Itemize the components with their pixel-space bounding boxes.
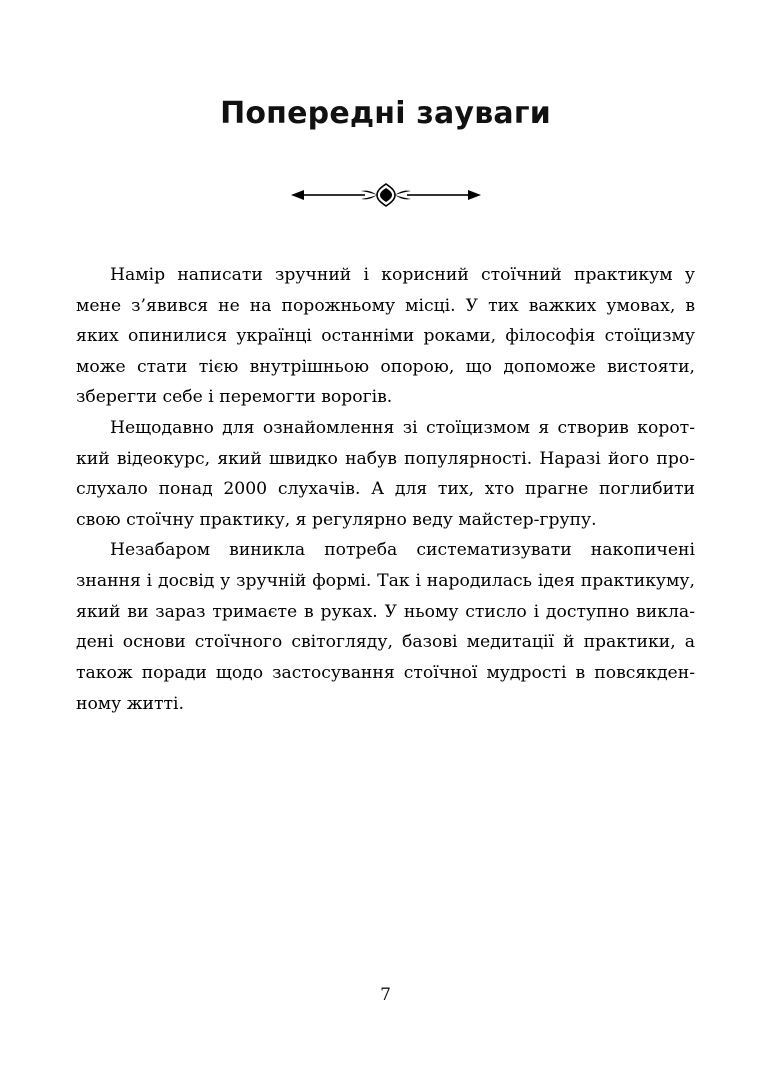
page-title: Попередні зауваги (220, 96, 551, 131)
paragraph: Намір написати зручний і корисний стоїчний практикум у мене з’явився не на порожньому місці. У тих важких умовах, в яких опинилися українці останніми роками, філософія стоїцизму може стати тією внутрішньою опорою, що допоможе вистояти, зберегти себе і перемогти ворогів. (76, 265, 695, 408)
body-text (76, 212, 695, 719)
page-content (76, 0, 695, 1080)
fleuron-divider-icon (76, 132, 695, 212)
page-number: 7 (380, 985, 391, 1005)
paragraph: Нещодавно для ознайомлення зі стоїцизмом я створив короткий відеокурс, який швидко набув популярності. Наразі його прослухало понад 2000 слухачів. А для тих, хто прагне поглибити свою стоїчну практику, я регулярно веду майстер-групу. (76, 418, 695, 530)
paragraph: Незабаром виникла потреба систематизувати накопичені знання і досвід у зручній формі. Так і народилась ідея практикуму, який ви зараз тримаєте в руках. У ньому стисло і доступно викладені основи стоїчного світогляду, базові медитації й практики, а також поради щодо застосування стоїчної мудрості в повсякденному житті. (76, 540, 695, 714)
